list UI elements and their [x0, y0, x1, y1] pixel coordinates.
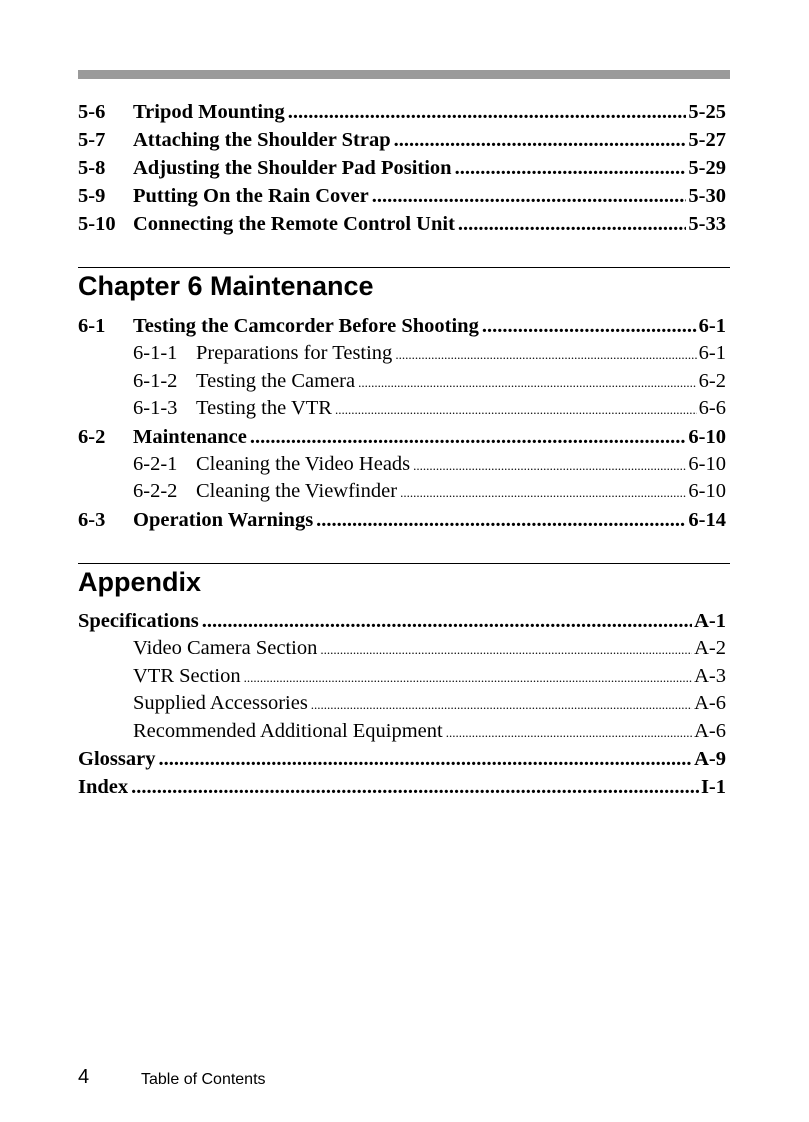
- entry-page: I-1: [700, 776, 726, 799]
- entry-title: Testing the VTR: [196, 397, 332, 420]
- dot-leader: [158, 745, 692, 773]
- footer-page-number: 4: [78, 1066, 90, 1088]
- entry-number: 6-1-3: [133, 397, 178, 420]
- entry-page: A-6: [694, 692, 726, 715]
- toc-entry[interactable]: [78, 312, 730, 340]
- dot-leader: [458, 210, 687, 238]
- toc-subentry[interactable]: [78, 690, 730, 718]
- dot-leader: [413, 451, 686, 480]
- dot-leader: [320, 635, 692, 664]
- entry-title: VTR Section: [133, 664, 241, 687]
- entry-number: 6-3: [78, 508, 106, 531]
- entry-page: A-6: [694, 719, 726, 742]
- entry-page: 6-10: [688, 425, 726, 448]
- toc-chapter-6: [78, 312, 730, 534]
- toc-subentry[interactable]: [78, 718, 730, 746]
- entry-title: Testing the Camera: [196, 369, 356, 392]
- dot-leader: [446, 718, 692, 747]
- toc-entry[interactable]: [78, 423, 730, 451]
- toc-entry[interactable]: [78, 210, 730, 238]
- entry-title: Supplied Accessories: [133, 692, 308, 715]
- toc-entry[interactable]: [78, 126, 730, 154]
- toc-entry[interactable]: [78, 745, 730, 773]
- dot-leader: [455, 154, 687, 182]
- dot-leader: [400, 478, 686, 507]
- entry-page: 6-6: [698, 397, 726, 420]
- entry-page: 6-2: [698, 369, 726, 392]
- entry-page: 5-33: [688, 213, 726, 235]
- toc-subentry[interactable]: [78, 368, 730, 396]
- toc-subentry[interactable]: [78, 451, 730, 479]
- dot-leader: [395, 340, 696, 369]
- dot-leader: [394, 126, 687, 154]
- entry-title: Specifications: [78, 610, 199, 632]
- entry-title: Testing the Camcorder Before Shooting: [133, 315, 479, 337]
- entry-page: 5-27: [688, 129, 726, 151]
- toc-subentry[interactable]: [78, 478, 730, 506]
- entry-title: Preparations for Testing: [196, 342, 393, 364]
- toc-subentry[interactable]: [78, 663, 730, 691]
- entry-title: Cleaning the Viewfinder: [196, 480, 398, 503]
- toc-subentry[interactable]: [78, 635, 730, 663]
- header-rule: [78, 70, 730, 79]
- dot-leader: [311, 690, 692, 719]
- entry-page: 5-25: [688, 101, 726, 123]
- entry-page: 6-14: [688, 508, 726, 531]
- entry-page: 5-29: [688, 157, 726, 179]
- dot-leader: [244, 663, 692, 692]
- entry-number: 6-1: [78, 315, 106, 337]
- entry-page: 6-10: [688, 480, 726, 503]
- toc-entry[interactable]: [78, 154, 730, 182]
- entry-title: Putting On the Rain Cover: [133, 185, 369, 207]
- entry-title: Video Camera Section: [133, 637, 318, 659]
- dot-leader: [288, 98, 687, 126]
- entry-title: Cleaning the Video Heads: [196, 452, 411, 475]
- entry-title: Adjusting the Shoulder Pad Position: [133, 157, 452, 179]
- entry-page: A-2: [694, 637, 726, 659]
- entry-page: 5-30: [688, 185, 726, 207]
- entry-title: Index: [78, 776, 129, 799]
- entry-title: Maintenance: [133, 425, 247, 448]
- entry-title: Tripod Mounting: [133, 101, 285, 123]
- toc-entry[interactable]: [78, 607, 730, 635]
- dot-leader: [358, 368, 697, 397]
- entry-page: 6-1: [698, 342, 726, 364]
- entry-number: 6-2-2: [133, 480, 178, 503]
- entry-number: 5-10: [78, 213, 116, 235]
- entry-number: 5-7: [78, 129, 106, 151]
- entry-page: A-1: [694, 610, 726, 632]
- chapter-6-heading: Chapter 6 Maintenance: [78, 267, 730, 302]
- entry-number: 6-2: [78, 425, 106, 448]
- entry-title: Connecting the Remote Control Unit: [133, 213, 455, 235]
- dot-leader: [131, 773, 699, 801]
- dot-leader: [335, 395, 697, 424]
- dot-leader: [250, 423, 687, 451]
- toc-subentry[interactable]: [78, 340, 730, 368]
- toc-entry[interactable]: [78, 773, 730, 801]
- toc-appendix: [78, 607, 730, 801]
- dot-leader: [482, 312, 697, 340]
- entry-number: 5-8: [78, 157, 106, 179]
- entry-title: Attaching the Shoulder Strap: [133, 129, 391, 151]
- toc-entry[interactable]: [78, 506, 730, 534]
- toc-entry[interactable]: [78, 182, 730, 210]
- entry-number: 5-6: [78, 101, 106, 123]
- entry-title: Glossary: [78, 748, 156, 771]
- footer-label: Table of Contents: [141, 1071, 266, 1088]
- entry-page: A-9: [694, 748, 726, 771]
- entry-number: 6-1-2: [133, 369, 178, 392]
- toc-subentry[interactable]: [78, 395, 730, 423]
- appendix-heading: Appendix: [78, 563, 730, 598]
- entry-page: A-3: [694, 664, 726, 687]
- entry-page: 6-10: [688, 452, 726, 475]
- dot-leader: [202, 607, 692, 635]
- entry-title: Recommended Additional Equipment: [133, 719, 443, 742]
- toc-section-5-continued: [78, 98, 730, 238]
- entry-number: 6-1-1: [133, 342, 178, 364]
- entry-number: 5-9: [78, 185, 106, 207]
- entry-title: Operation Warnings: [133, 508, 314, 531]
- dot-leader: [372, 182, 687, 210]
- entry-page: 6-1: [698, 315, 726, 337]
- entry-number: 6-2-1: [133, 452, 178, 475]
- toc-entry[interactable]: [78, 98, 730, 126]
- dot-leader: [316, 506, 686, 534]
